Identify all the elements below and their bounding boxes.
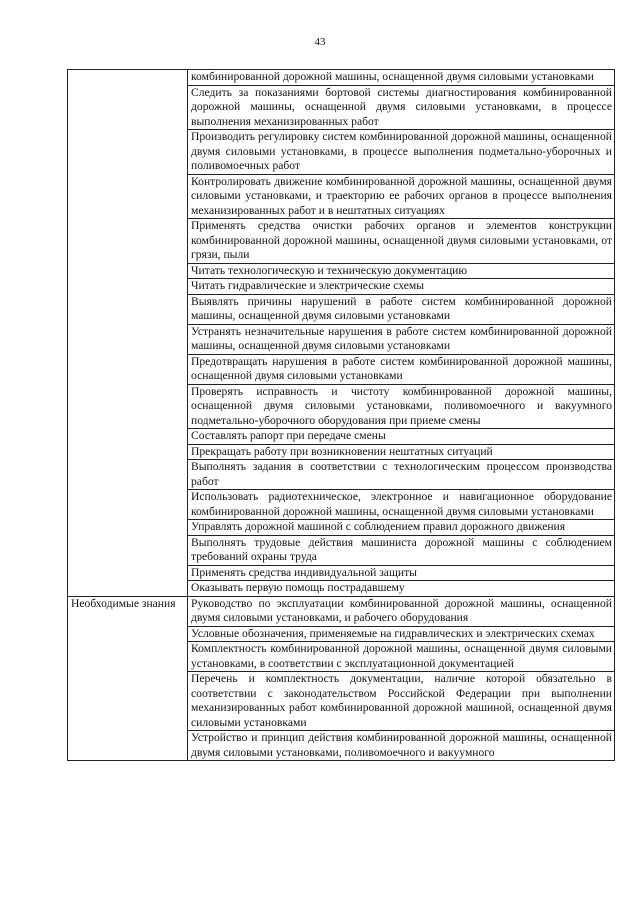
knowledge-item: Руководство по эксплуатации комбинированной дорожной машины, оснащенной двумя силовыми установками, и рабочего оборудования (188, 596, 615, 626)
category-cell-skills (68, 70, 188, 597)
knowledge-item: Условные обозначения, применяемые на гидравлических и электрических схемах (188, 626, 615, 642)
skill-item: Производить регулировку систем комбинированной дорожной машины, оснащенной двумя силовыми установками, в процессе выполнения подметально-уборочных и поливомоечных работ (188, 130, 615, 175)
skill-item: Управлять дорожной машиной с соблюдением правил дорожного движения (188, 520, 615, 536)
category-cell-knowledge: Необходимые знания (68, 596, 188, 761)
table-row (68, 596, 615, 626)
skill-item: Читать гидравлические и электрические схемы (188, 279, 615, 295)
skill-item: Следить за показаниями бортовой системы диагностирования комбинированной дорожной машины, оснащенной двумя силовыми установками, в процессе выполнения механизированных работ (188, 85, 615, 130)
skill-item: Применять средства индивидуальной защиты (188, 565, 615, 581)
table-row (68, 70, 615, 86)
skill-item: Читать технологическую и техническую документацию (188, 263, 615, 279)
skill-item: Предотвращать нарушения в работе систем комбинированной дорожной машины, оснащенной двумя силовыми установками (188, 354, 615, 384)
page-number: 43 (314, 36, 326, 48)
skill-item: Проверять исправность и чистоту комбинированной дорожной машины, оснащенной двумя силовыми установками, поливомоечного и вакуумного подметально-уборочного оборудования при приеме смены (188, 384, 615, 429)
skill-item: Выявлять причины нарушений в работе систем комбинированной дорожной машины, оснащенной двумя силовыми установками (188, 294, 615, 324)
skill-item: Использовать радиотехническое, электронное и навигационное оборудование комбинированной дорожной машины, оснащенной двумя силовыми установками (188, 490, 615, 520)
skill-item: Устранять незначительные нарушения в работе систем комбинированной дорожной машины, оснащенной двумя силовыми установками (188, 324, 615, 354)
skill-item: Выполнять трудовые действия машиниста дорожной машины с соблюдением требований охраны труда (188, 535, 615, 565)
knowledge-item: Перечень и комплектность документации, наличие которой обязательно в соответствии с законодательством Российской Федерации при выполнении механизированных работ комбинированной дорожной машиной, оснащенной двумя силовыми установками (188, 672, 615, 731)
skill-item: комбинированной дорожной машины, оснащенной двумя силовыми установками (188, 70, 615, 86)
knowledge-item: Устройство и принцип действия комбинированной дорожной машины, оснащенной двумя силовыми установками, поливомоечного и вакуумного (188, 731, 615, 761)
skill-item: Применять средства очистки рабочих органов и элементов конструкции комбинированной дорожной машины, оснащенной двумя силовыми установками, от грязи, пыли (188, 219, 615, 264)
skill-item: Выполнять задания в соответствии с технологическим процессом производства работ (188, 460, 615, 490)
skill-item: Контролировать движение комбинированной дорожной машины, оснащенной двумя силовыми установками, и траекторию ее рабочих органов в процессе выполнения механизированных работ и в нештатных ситуациях (188, 174, 615, 219)
skill-item: Прекращать работу при возникновении нештатных ситуаций (188, 444, 615, 460)
skill-item: Составлять рапорт при передаче смены (188, 429, 615, 445)
skill-item: Оказывать первую помощь пострадавшему (188, 581, 615, 597)
knowledge-item: Комплектность комбинированной дорожной машины, оснащенной двумя силовыми установками, в соответствии с эксплуатационной документацией (188, 642, 615, 672)
competency-table (67, 69, 615, 761)
